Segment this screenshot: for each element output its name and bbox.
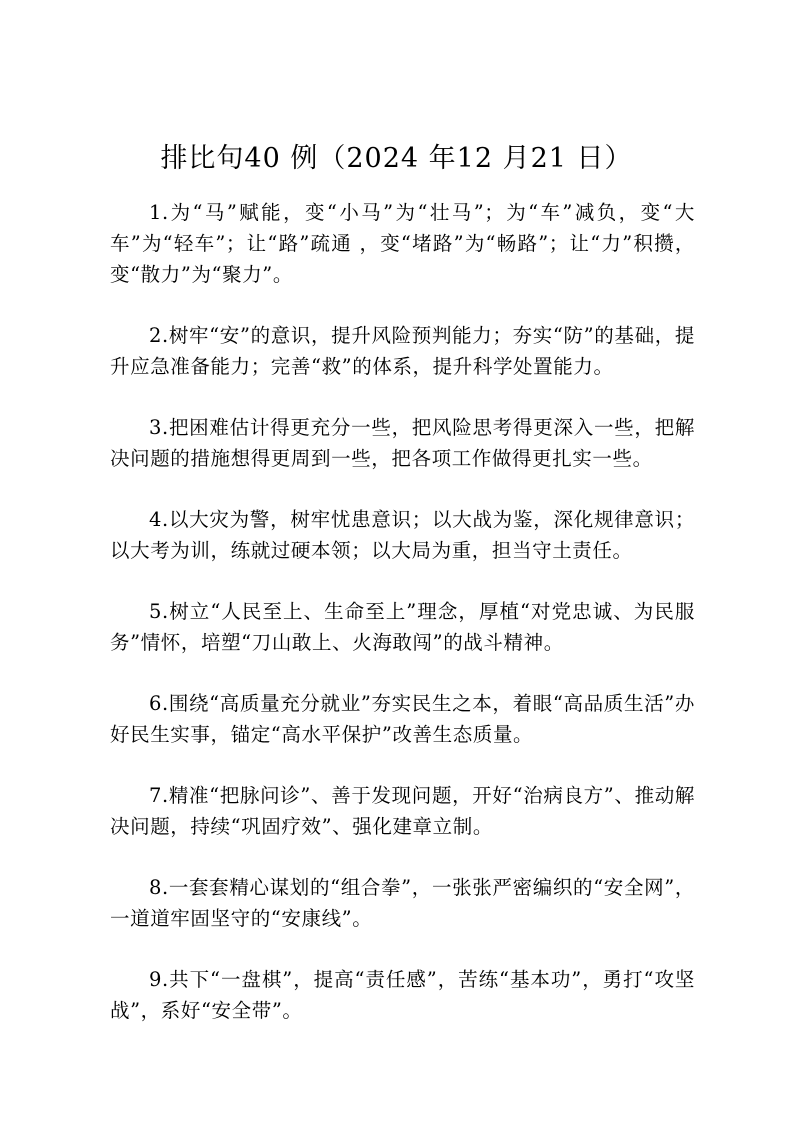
paragraph-9: 9.共下“一盘棋”，提高“责任感”，苦练“基本功”，勇打“攻坚战”，系好“安全带”。 xyxy=(110,968,695,1022)
paragraph-8: 8.一套套精心谋划的“组合拳”，一张张严密编织的“安全网”，一道道牢固坚守的“安康线”。 xyxy=(110,876,695,930)
paragraph-6: 6.围绕“高质量充分就业”夯实民生之本，着眼“高品质生活”办好民生实事，锚定“高水平保护”改善生态质量。 xyxy=(110,692,695,746)
paragraph-4: 4.以大灾为警，树牢忧患意识；以大战为鉴，深化规律意识；以大考为训，练就过硬本领；以大局为重，担当守土责任。 xyxy=(110,508,695,562)
document-body xyxy=(110,197,695,1056)
document-title: 排比句40 例（2024 年12 月21 日） xyxy=(160,143,633,174)
paragraph-2: 2.树牢“安”的意识，提升风险预判能力；夯实“防”的基础，提升应急准备能力；完善“救”的体系，提升科学处置能力。 xyxy=(110,324,695,378)
paragraph-3: 3.把困难估计得更充分一些，把风险思考得更深入一些，把解决问题的措施想得更周到一些，把各项工作做得更扎实一些。 xyxy=(110,416,695,470)
paragraph-1: 1.为“马”赋能，变“小马”为“壮马”；为“车”减负，变“大车”为“轻车”；让“路”疏通 ，变“堵路”为“畅路”；让“力”积攒，变“散力”为“聚力”。 xyxy=(110,201,695,286)
paragraph-7: 7.精准“把脉问诊”、善于发现问题，开好“治病良方”、推动解决问题，持续“巩固疗效”、强化建章立制。 xyxy=(110,784,695,838)
paragraph-5: 5.树立“人民至上、生命至上”理念，厚植“对党忠诚、为民服务”情怀，培塑“刀山敢上、火海敢闯”的战斗精神。 xyxy=(110,600,695,654)
